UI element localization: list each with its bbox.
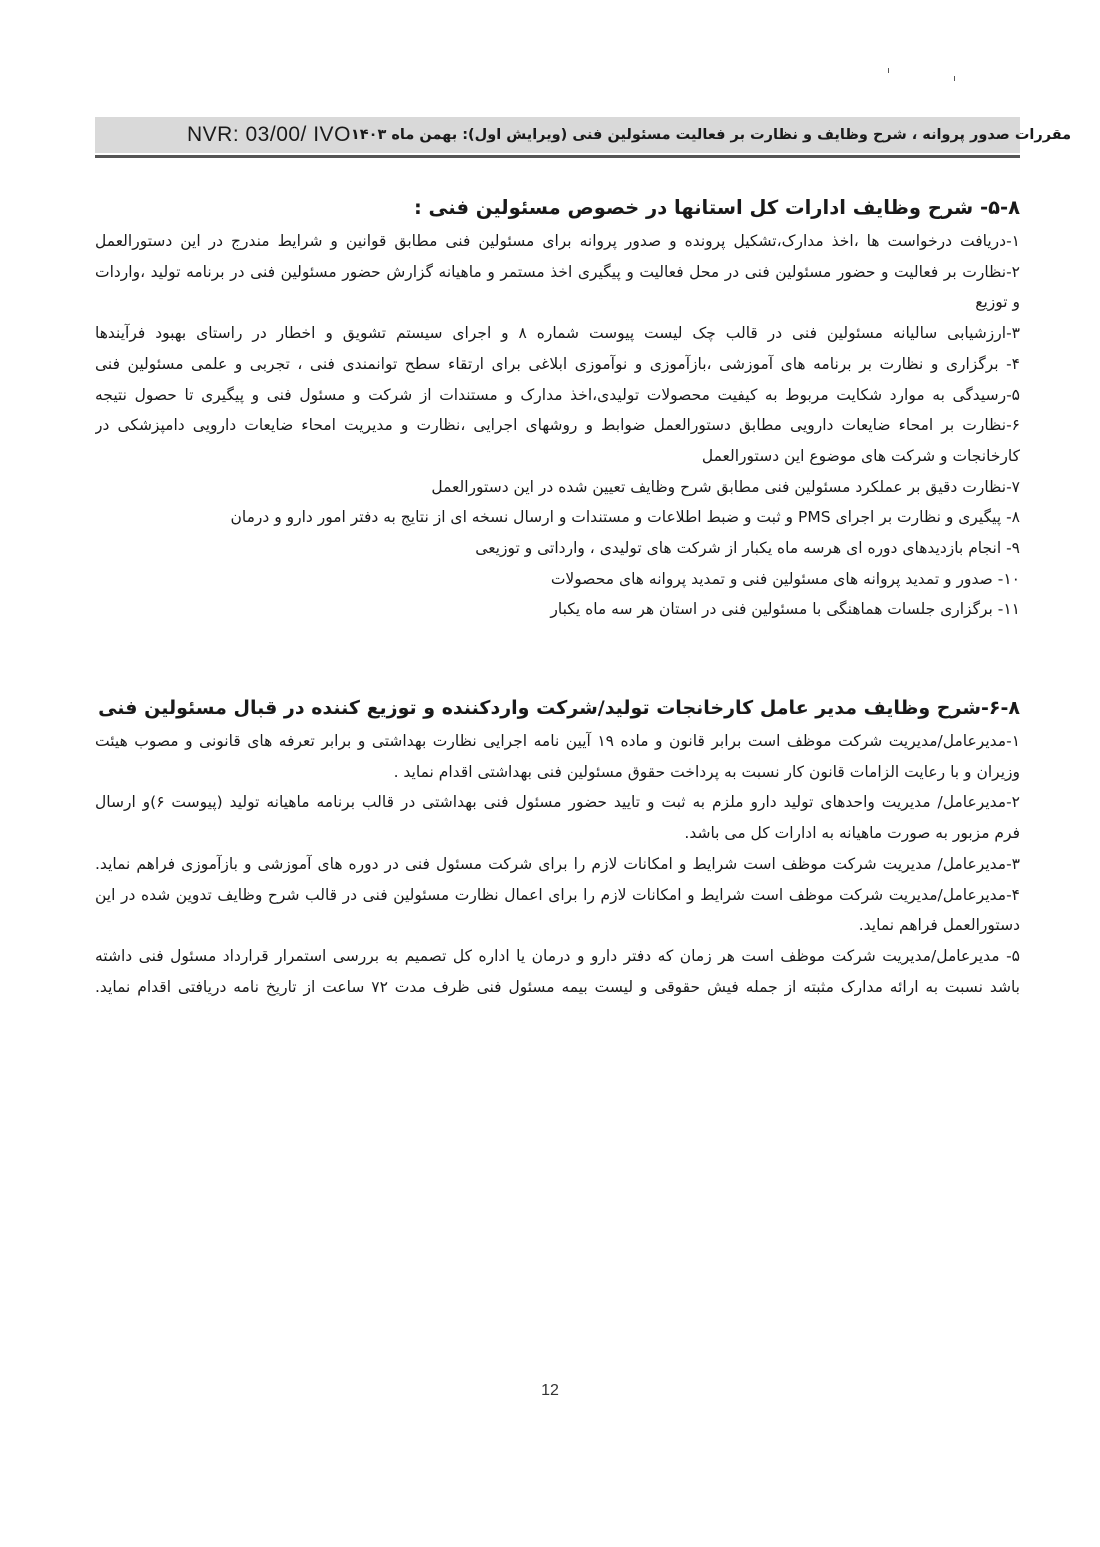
- text-line: ۴-مدیرعامل/مدیریت شرکت موظف است شرایط و امکانات لازم را برای اعمال نظارت مسئولین فنی در قالب شرح وظایف تدوین شده در این: [95, 885, 1020, 904]
- text-line: ۳-مدیرعامل/ مدیریت شرکت موظف است شرایط و امکانات لازم را برای شرکت مسئول فنی در دوره های آموزشی و بازآموزی فراهم نماید.: [95, 854, 1020, 873]
- text-line: و توزیع: [975, 293, 1020, 312]
- text-line: ۷-نظارت دقیق بر عملکرد مسئولین فنی مطابق شرح وظایف تعیین شده در این دستورالعمل: [431, 477, 1020, 496]
- header-title: مقررات صدور پروانه ، شرح وظایف و نظارت بر فعالیت مسئولین فنی (ویرایش اول): بهمن ماه ۱۴۰۳: [350, 127, 1072, 143]
- text-line: ۱-مدیرعامل/مدیریت شرکت موظف است برابر قانون و ماده ۱۹ آیین نامه اجرایی نظارت بهداشتی و برابر تعرفه های قانونی و مصوب هیئت: [95, 732, 1020, 750]
- text-line: ۳-ارزشیابی سالیانه مسئولین فنی در قالب چک لیست پیوست شماره ۸ و اجرای سیستم تشویق و اخطار در راستای بهبود فرآیندها: [95, 324, 1020, 343]
- section-heading: ۵-۸- شرح وظایف ادارات کل استانها در خصوص مسئولین فنی :: [413, 196, 1020, 219]
- running-header: [95, 117, 1072, 153]
- text-line: کارخانجات و شرکت های موضوع این دستورالعمل: [701, 446, 1020, 465]
- text-line: ۱۱- برگزاری جلسات هماهنگی با مسئولین فنی در استان هر سه ماه یکبار: [550, 600, 1020, 619]
- section-heading: ۶-۸-شرح وظایف مدیر عامل کارخانجات تولید/شرکت واردکننده و توزیع کننده در قبال مسئولین فنی: [98, 697, 1020, 719]
- section-managing-director: [95, 690, 1020, 1002]
- text-line: ۲-مدیرعامل/ مدیریت واحدهای تولید دارو ملزم به ثبت و تایید حضور مسئول فنی بهداشتی در قالب برنامه ماهیانه تولید (پیوست ۶)و ارسال: [95, 793, 1020, 812]
- text-line: وزیران و با رعایت الزامات قانون کار نسبت به پرداخت حقوق مسئولین فنی بهداشتی اقدام نماید .: [393, 762, 1020, 781]
- header-divider: [95, 155, 1020, 158]
- text-line: ۲-نظارت بر فعالیت و حضور مسئولین فنی در محل فعالیت و پیگیری اخذ مستمر و ماهیانه گزارش حضور مسئولین فنی در برنامه تولید ،واردات: [95, 262, 1020, 281]
- page-number: 12: [541, 1382, 559, 1399]
- text-line: ۴- برگزاری و نظارت بر برنامه های آموزشی ،بازآموزی و نوآموزی ابلاغی برای ارتقاء سطح توانمندی فنی ، تجربی و علمی مسئولین فنی: [95, 354, 1020, 373]
- text-line: ۱۰- صدور و تمدید پروانه های مسئولین فنی و تمدید پروانه های محصولات: [550, 569, 1020, 588]
- text-line: فرم مزبور به صورت ماهیانه به ادارات کل می باشد.: [684, 824, 1020, 843]
- text-line: دستورالعمل فراهم نماید.: [858, 916, 1020, 935]
- scan-mark: [888, 68, 889, 73]
- section-body: [95, 226, 1020, 625]
- document-code: NVR: 03/00/ IVO: [187, 123, 351, 146]
- text-line: ۸- پیگیری و نظارت بر اجرای PMS و ثبت و ضبط اطلاعات و مستندات و ارسال نسخه ای از نتایج به دفتر امور دارو و درمان: [230, 508, 1020, 527]
- section-body: [95, 726, 1020, 1002]
- text-line: ۱-دریافت درخواست ها ،اخذ مدارک،تشکیل پرونده و صدور پروانه برای مسئولین فنی مطابق قوانین و شرایط مندرج در این دستورالعمل: [95, 232, 1020, 250]
- text-line: ۶-نظارت بر امحاء ضایعات دارویی مطابق دستورالعمل ضوابط و روشهای اجرایی ،نظارت و مدیریت امحاء ضایعات دارویی دامپزشکی در: [95, 416, 1020, 435]
- section-provincial-offices: [95, 190, 1020, 625]
- text-line: ۵-رسیدگی به موارد شکایت مربوط به کیفیت محصولات تولیدی،اخذ مدارک و مستندات از شرکت و مسئول فنی و پیگیری تا حصول نتیجه: [95, 385, 1020, 404]
- text-line: ۹- انجام بازدیدهای دوره ای هرسه ماه یکبار از شرکت های تولیدی ، وارداتی و توزیعی: [475, 539, 1020, 558]
- text-line: باشد نسبت به ارائه مدارک مثبته از جمله فیش حقوقی و لیست بیمه مسئول فنی ظرف مدت ۷۲ ساعت از تاریخ نامه دریافتی اقدام نماید.: [95, 977, 1020, 996]
- scan-mark: [954, 76, 955, 81]
- text-line: ۵- مدیرعامل/مدیریت شرکت موظف است هر زمان که دفتر دارو و درمان یا اداره کل تصمیم به بررسی استمرار قرارداد مسئول فنی داشته: [95, 946, 1020, 965]
